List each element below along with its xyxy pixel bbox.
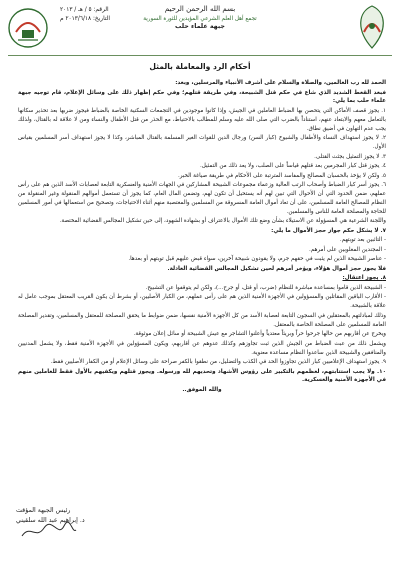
paragraph: ١٠. ولا يجب استتابتهم، لعظمهم بالتكبير على رؤوس الأشهاد وتحديهم لله ورسوله. ويجوز قتلهم ويكفيهم بالأول فقط للعاملين منهم في الأجهزة الأمنية والعسكرية. [18, 368, 386, 384]
paragraph: ويشمل ذلك من عبث الضباط من الجيش الذين ثبت تجاوزهم وكذلك عدوهم عن أقاربهم، ويكون المسؤولين في الأجهزة الأمنية فقط، ولا يشمل المدنيين والمنافقين والشبيحة الذين ساعدوا النظام مساعدة معنوية. [18, 340, 386, 356]
paragraph: ٩. يجوز استهداف الإعلاميين كبار الذين تجاوزوا الحد في الكذب والتضليل، من نطقوا بالكفر صراحة على وسائل الإعلام أو من الكفار الأصليين فقط. [50, 359, 386, 366]
paragraph: فبعد القعط الشديد الذي شاع في حكم قتل الشبيحة، وفي طريقة قتلهم؛ وفي حكم إظهار ذلك على وسائل الإعلام، قام توجيه جبهة علماء حلب بما يلي: [18, 89, 386, 105]
scholars-logo-icon [352, 4, 392, 52]
paragraph: - التائبين بعد توبتهم. [339, 237, 386, 244]
paragraph: ويخرج عن أقاربهم من حالها جرحوا حراً وبريئاً معتدياً وأعلنوا التشاجر مع عيش الشبيحة أو سائل إعلان موثوقة. [133, 331, 386, 338]
header-divider [8, 55, 392, 56]
signatory-name: د. إبراهيم عبد الله سلقيني [16, 517, 85, 524]
signatory-role: رئيس الجبهة المؤقت [16, 507, 71, 514]
basmala: بسم الله الرحمن الرحيم [164, 5, 236, 13]
paragraph: - عناصر الشبيحة الذين لم يثبت في حقهم جرم، ولا يقودون شبيحة آخرين، سواء قبض عليهم قبل توبتهم أو بعدها. [128, 256, 386, 263]
paragraph: ٣. لا يجوز التمثيل بجثث القتلى. [314, 153, 386, 160]
organization-name [60, 15, 340, 31]
paragraph: ٥. ولكن لا يؤخذ بالحسبان المصالح والمفاسد المترتبة على الأحكام في طريقة صياغة الخبر. [177, 172, 386, 179]
paragraph: ١. يجوز قصف الأماكن التي يتحصن بها الضباط العاملين في الجيش، وإذا كانوا موجودين في التجمعات السكنية الخاصة بالضباط فيجوز ضربها بعد تحذير سكانها بالتعامل معهم والابتعاد عنهم، استناداً بالضرب التي صلى الله عليه وسلم للمطالب بالاحتياط، مع الحذر من قتل الأطفال والنساء ومن لا علاقة له بالقتال، ولذلك يجب عدم التهاون في أضيق نطاق. [18, 107, 386, 132]
letterhead [0, 0, 400, 58]
reference-number: الرقم: ٥ / هـ / ٢٠١٣ [60, 7, 109, 13]
organization-line-1: تجمع أهل العلم الشرعي المؤيدين للثورة السورية [143, 16, 257, 22]
paragraph: ٧. لا يشكل حكم جواز حجز الأموال ما يلي: [271, 227, 386, 234]
paragraph: ٨. يجوز اعتقال: [342, 275, 386, 282]
paragraph: وذلك لمبادلتهم بالمعتقلين في السجون التابعة لعصابة الأسد من كل الأجهزة الأمنية نفسها، ضمن ضوابط ما يحقق المصلحة للمعتقل والمسلمين، وتقدير المصلحة العامة للمسلمين على المصلحة الخاصة بالمعتقل. [18, 312, 386, 328]
paragraph: - المجندين المغلوبين على أمرهم. [308, 246, 386, 253]
reference-date: التاريخ: ٢٠١٣/٦/١٨ م [60, 16, 110, 22]
paragraph: فلا يجوز حجز أموال هؤلاء، ويؤخر أمرهم لحين تشكيل المجالس القضائية العادلة. [167, 265, 386, 272]
paragraph: - الأقارب الباقين المقاتلين والمسؤولين في الأجهزة الأمنية الذين هم على رأس عملهم، من الكبار الأصليين، أو بشرط أن يكون القريب المعتقل بموجب عامل له علاقة بالشبيحة. [18, 294, 386, 310]
paragraph: والله الموفق.. [182, 386, 222, 393]
paragraph: ٤. يجوز قتل كبار المجرمين بعد قتلهم قياساً على الصلب، ولا يعد ذلك من التمثيل. [199, 163, 386, 170]
document-body [18, 79, 386, 395]
paragraph: ٢. لا يجوز استهداف النساء والأطفال والشيوخ (كبار السن) ورجال الدين للقوات الغير المسلمة بالقتال المباشر، وكذا لا يجوز استهداف أسر المسلمين بقياس الأول. [18, 135, 386, 151]
handwritten-signature-icon [18, 520, 78, 542]
paragraph: - الشبيحة الذين قاموا بمساعدة مباشرة للنظام (ضرب، أو قتل، أو جرح...)، ولكن لم يتوقفوا عن التشبيح. [145, 284, 386, 291]
paragraph: ٦. يجوز أسر كبار الضباط وأصحاب الرتب العالية وزعماء مجموعات الشبيحة المشاركين في الجهات الأمنية والعسكرية التابعة لعصابات الأسد الذين هم على رأس عملهم، ضمن الحدود التي أن الأحوال التي تبين لهم أنه يستحيل أن تكون لهم، وتضمن المال العام، كما يجوز أن تستعمل أموالهم المنقولة وغير المنقولة من النظام للمصالح العامة للمسلمين، على أن تعاد أموال العامة المسروقة من المسلمين والمغتصبة منهم أثناء الاحتياجات، وتصحيح من استعمالها في أمور المسلمين للحاجة والمصلحة العامة للناس والمسلمين. [18, 182, 386, 215]
paragraph: الحمد لله رب العالمين، والصلاة والسلام على أشرف الأنبياء والمرسلين، وبعد: [175, 80, 386, 86]
document-title: أحكام الرد والمعاملة بالمثل [149, 62, 251, 71]
paragraph: واللجنة الشرعية هي المسؤولة عن الاستيلاء بشأن وضع تلك الأموال بالاعتراف أو بشهادة الشهود، إلى حين تشكيل المجالس القضائية المختصة. [59, 218, 386, 225]
organization-line-2: جبهة علماء حلب [175, 23, 225, 30]
